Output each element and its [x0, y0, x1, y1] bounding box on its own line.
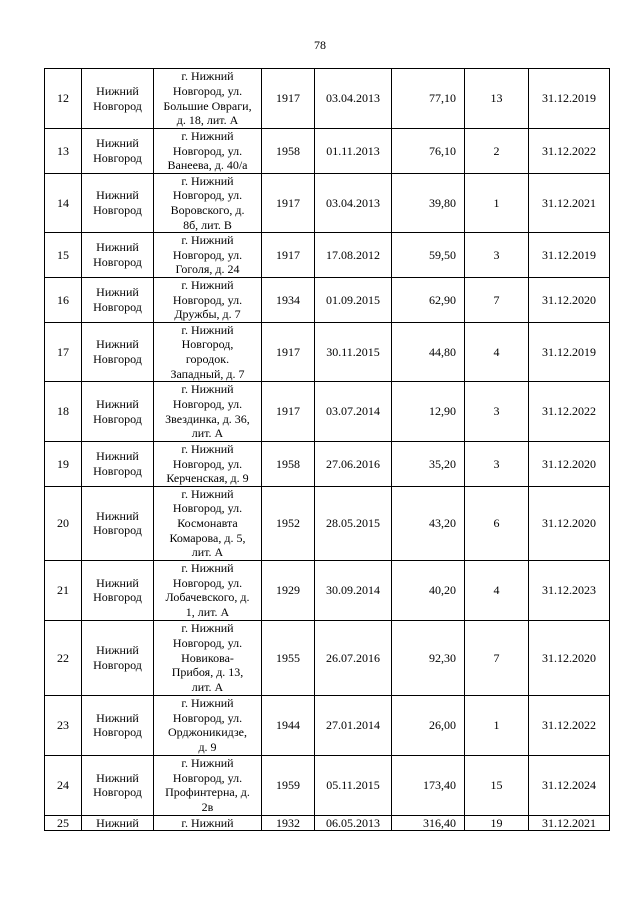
city-line: Новгород	[93, 255, 142, 270]
deadline-cell: 31.12.2022	[529, 695, 610, 755]
city-cell	[82, 560, 154, 620]
table-body	[45, 69, 610, 831]
table-row	[45, 382, 610, 442]
city-line: Нижний	[96, 575, 139, 590]
deadline-cell: 31.12.2020	[529, 277, 610, 322]
date-cell: 27.06.2016	[315, 442, 392, 487]
address-line: 8б, лит. В	[183, 217, 232, 232]
address-line: Западный, д. 7	[170, 366, 245, 381]
area-cell: 44,80	[392, 322, 465, 381]
city-cell	[82, 69, 154, 129]
area-cell: 59,50	[392, 233, 465, 278]
year-built-cell: 1917	[262, 322, 315, 381]
address-line: Керченская, д. 9	[166, 471, 249, 486]
area-cell: 62,90	[392, 277, 465, 322]
table-row	[45, 560, 610, 620]
count-cell: 3	[465, 233, 529, 278]
city-line: Нижний	[96, 449, 139, 464]
city-line: Новгород	[93, 202, 142, 217]
table-row	[45, 277, 610, 322]
city-line: Нижний	[96, 188, 139, 203]
address-line: г. Нижний	[181, 696, 234, 711]
address-line: Новгород, ул.	[172, 397, 243, 411]
city-cell	[82, 815, 154, 831]
table-row	[45, 620, 610, 695]
row-number-cell: 14	[45, 173, 82, 232]
address-line: Новгород, ул.	[172, 247, 243, 262]
deadline-cell: 31.12.2020	[529, 620, 610, 695]
city-line: Новгород	[93, 411, 142, 426]
address-cell	[154, 382, 262, 442]
address-line: Новгород, ул.	[172, 456, 243, 471]
year-built-cell: 1917	[262, 69, 315, 129]
address-line: г. Нижний	[181, 382, 234, 397]
city-line: Новгород	[93, 299, 142, 314]
address-line: г. Нижний	[181, 815, 234, 830]
city-cell	[82, 129, 154, 174]
count-cell: 7	[465, 277, 529, 322]
address-cell	[154, 173, 262, 232]
count-cell: 3	[465, 382, 529, 442]
date-cell: 30.11.2015	[315, 322, 392, 381]
year-built-cell: 1944	[262, 695, 315, 755]
address-line: д. 18, лит. А	[176, 113, 239, 128]
address-line: городок.	[185, 351, 230, 366]
row-number-cell: 24	[45, 755, 82, 815]
year-built-cell: 1917	[262, 233, 315, 278]
row-number-cell: 20	[45, 486, 82, 560]
city-cell	[82, 173, 154, 232]
year-built-cell: 1932	[262, 815, 315, 831]
city-cell	[82, 755, 154, 815]
table-row	[45, 695, 610, 755]
address-line: г. Нижний	[181, 129, 234, 143]
address-line: Новгород,	[181, 337, 234, 352]
address-line: Воровского, д.	[170, 202, 245, 217]
address-line: лит. А	[191, 545, 224, 560]
address-cell	[154, 442, 262, 487]
area-cell: 76,10	[392, 129, 465, 174]
address-line: г. Нижний	[181, 69, 234, 84]
address-line: Гоголя, д. 24	[175, 262, 240, 277]
address-line: лит. А	[191, 426, 224, 441]
deadline-cell: 31.12.2021	[529, 815, 610, 831]
address-line: Новгород, ул.	[172, 292, 243, 307]
address-line: Лобачевского, д.	[165, 590, 250, 605]
city-line: Нижний	[96, 710, 139, 725]
address-line: г. Нижний	[181, 756, 234, 771]
count-cell: 2	[465, 129, 529, 174]
area-cell: 12,90	[392, 382, 465, 442]
row-number-cell: 12	[45, 69, 82, 129]
city-line: Новгород	[93, 351, 142, 366]
address-line: Новикова-	[181, 650, 234, 665]
date-cell: 27.01.2014	[315, 695, 392, 755]
city-line: Нижний	[96, 136, 139, 151]
address-line: Дружбы, д. 7	[174, 307, 241, 322]
city-line: Нижний	[96, 770, 139, 785]
count-cell: 4	[465, 560, 529, 620]
address-line: 1, лит. А	[185, 604, 230, 619]
city-line: Нижний	[96, 397, 139, 411]
year-built-cell: 1917	[262, 382, 315, 442]
area-cell: 316,40	[392, 815, 465, 831]
city-line: Новгород	[93, 785, 142, 800]
address-line: Орджоникидзе,	[167, 725, 248, 740]
city-line: Нижний	[96, 83, 139, 98]
city-line: Новгород	[93, 463, 142, 478]
address-line: г. Нижний	[181, 277, 234, 292]
row-number-cell: 15	[45, 233, 82, 278]
row-number-cell: 25	[45, 815, 82, 831]
year-built-cell: 1958	[262, 442, 315, 487]
deadline-cell: 31.12.2023	[529, 560, 610, 620]
table-row	[45, 129, 610, 174]
year-built-cell: 1917	[262, 173, 315, 232]
date-cell: 30.09.2014	[315, 560, 392, 620]
deadline-cell: 31.12.2022	[529, 382, 610, 442]
date-cell: 17.08.2012	[315, 233, 392, 278]
city-cell	[82, 620, 154, 695]
city-cell	[82, 382, 154, 442]
address-cell	[154, 695, 262, 755]
date-cell: 01.11.2013	[315, 129, 392, 174]
deadline-cell: 31.12.2020	[529, 486, 610, 560]
count-cell: 7	[465, 620, 529, 695]
city-line: Нижний	[96, 815, 139, 830]
address-line: Ванеева, д. 40/а	[167, 158, 248, 173]
deadline-cell: 31.12.2020	[529, 442, 610, 487]
row-number-cell: 18	[45, 382, 82, 442]
row-number-cell: 21	[45, 560, 82, 620]
table-row	[45, 69, 610, 129]
address-line: Прибоя, д. 13,	[171, 665, 244, 680]
city-cell	[82, 486, 154, 560]
area-cell: 77,10	[392, 69, 465, 129]
date-cell: 05.11.2015	[315, 755, 392, 815]
address-line: Новгород, ул.	[172, 635, 243, 650]
year-built-cell: 1958	[262, 129, 315, 174]
year-built-cell: 1934	[262, 277, 315, 322]
city-cell	[82, 277, 154, 322]
year-built-cell: 1929	[262, 560, 315, 620]
address-cell	[154, 233, 262, 278]
count-cell: 6	[465, 486, 529, 560]
deadline-cell: 31.12.2024	[529, 755, 610, 815]
count-cell: 1	[465, 695, 529, 755]
address-line: д. 9	[198, 739, 217, 754]
address-line: Комарова, д. 5,	[169, 530, 246, 545]
count-cell: 3	[465, 442, 529, 487]
city-line: Нижний	[96, 285, 139, 300]
address-cell	[154, 755, 262, 815]
city-line: Новгород	[93, 523, 142, 538]
address-line: Большие Овраги,	[163, 98, 252, 113]
address-line: г. Нижний	[181, 621, 234, 636]
address-cell	[154, 69, 262, 129]
year-built-cell: 1955	[262, 620, 315, 695]
address-line: Новгород, ул.	[172, 501, 243, 516]
city-line: Новгород	[93, 590, 142, 605]
area-cell: 43,20	[392, 486, 465, 560]
address-line: г. Нижний	[181, 561, 234, 576]
deadline-cell: 31.12.2019	[529, 69, 610, 129]
city-line: Нижний	[96, 337, 139, 352]
row-number-cell: 22	[45, 620, 82, 695]
city-line: Новгород	[93, 725, 142, 740]
address-line: г. Нижний	[181, 442, 234, 457]
deadline-cell: 31.12.2019	[529, 322, 610, 381]
address-line: Профинтерна, д.	[165, 785, 250, 800]
city-cell	[82, 695, 154, 755]
address-line: Новгород, ул.	[172, 575, 243, 590]
address-cell	[154, 129, 262, 174]
address-line: г. Нижний	[181, 486, 234, 501]
count-cell: 19	[465, 815, 529, 831]
address-cell	[154, 815, 262, 831]
area-cell: 173,40	[392, 755, 465, 815]
date-cell: 03.07.2014	[315, 382, 392, 442]
housing-registry-table	[44, 68, 610, 831]
city-line: Новгород	[93, 150, 142, 165]
area-cell: 26,00	[392, 695, 465, 755]
address-cell	[154, 560, 262, 620]
count-cell: 15	[465, 755, 529, 815]
city-line: Нижний	[96, 240, 139, 255]
address-line: Новгород, ул.	[172, 770, 243, 785]
city-line: Нижний	[96, 508, 139, 523]
date-cell: 01.09.2015	[315, 277, 392, 322]
address-cell	[154, 486, 262, 560]
year-built-cell: 1952	[262, 486, 315, 560]
area-cell: 40,20	[392, 560, 465, 620]
address-line: Новгород, ул.	[172, 710, 243, 725]
city-line: Новгород	[93, 657, 142, 672]
address-line: Новгород, ул.	[172, 83, 243, 98]
date-cell: 03.04.2013	[315, 173, 392, 232]
page-number: 78	[314, 38, 326, 52]
count-cell: 1	[465, 173, 529, 232]
city-line: Новгород	[93, 98, 142, 113]
count-cell: 13	[465, 69, 529, 129]
address-line: лит. А	[191, 679, 224, 694]
row-number-cell: 19	[45, 442, 82, 487]
address-line: 2в	[201, 799, 214, 814]
city-cell	[82, 322, 154, 381]
deadline-cell: 31.12.2022	[529, 129, 610, 174]
table-row	[45, 486, 610, 560]
area-cell: 92,30	[392, 620, 465, 695]
table-row	[45, 322, 610, 381]
table-row	[45, 755, 610, 815]
table-row	[45, 233, 610, 278]
address-line: г. Нижний	[181, 233, 234, 248]
date-cell: 06.05.2013	[315, 815, 392, 831]
address-line: Звездинка, д. 36,	[165, 411, 250, 426]
deadline-cell: 31.12.2019	[529, 233, 610, 278]
address-line: г. Нижний	[181, 322, 234, 337]
row-number-cell: 13	[45, 129, 82, 174]
city-cell	[82, 442, 154, 487]
city-cell	[82, 233, 154, 278]
address-line: Новгород, ул.	[172, 143, 243, 158]
date-cell: 03.04.2013	[315, 69, 392, 129]
date-cell: 28.05.2015	[315, 486, 392, 560]
deadline-cell: 31.12.2021	[529, 173, 610, 232]
table-row	[45, 815, 610, 831]
address-cell	[154, 322, 262, 381]
address-line: Космонавта	[177, 516, 238, 531]
address-line: г. Нижний	[181, 173, 234, 188]
row-number-cell: 17	[45, 322, 82, 381]
year-built-cell: 1959	[262, 755, 315, 815]
area-cell: 39,80	[392, 173, 465, 232]
date-cell: 26.07.2016	[315, 620, 392, 695]
count-cell: 4	[465, 322, 529, 381]
city-line: Нижний	[96, 643, 139, 658]
area-cell: 35,20	[392, 442, 465, 487]
table-row	[45, 442, 610, 487]
address-cell	[154, 620, 262, 695]
address-cell	[154, 277, 262, 322]
row-number-cell: 23	[45, 695, 82, 755]
address-line: Новгород, ул.	[172, 188, 243, 203]
table-row	[45, 173, 610, 232]
row-number-cell: 16	[45, 277, 82, 322]
